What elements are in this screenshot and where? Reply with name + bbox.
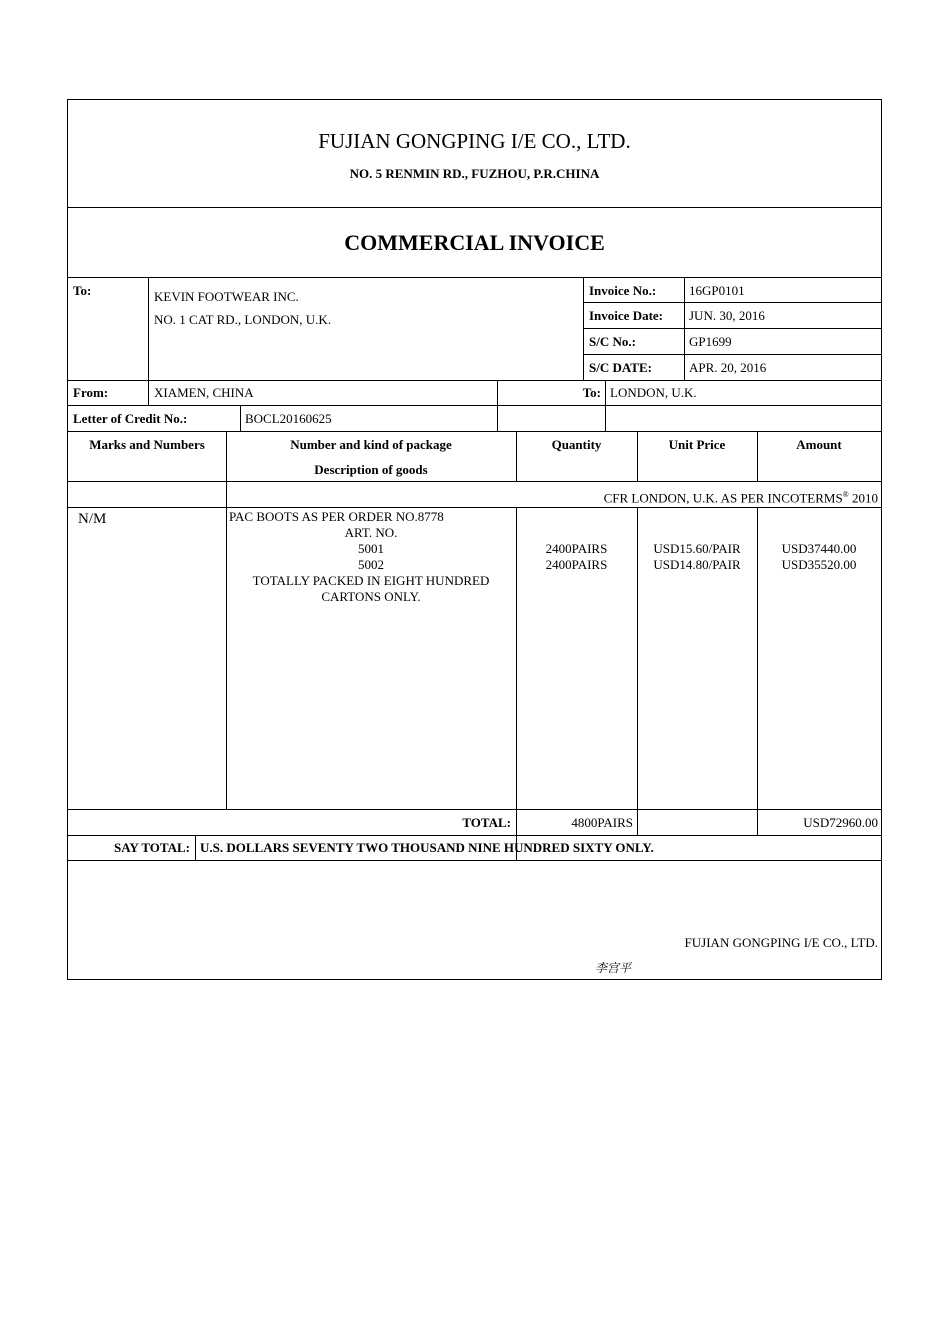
sc-no-value: GP1699 bbox=[689, 334, 732, 349]
col-description-header: Description of goods bbox=[314, 462, 428, 477]
quantity-cell bbox=[516, 541, 637, 573]
item-quantity: 2400PAIRS bbox=[545, 541, 608, 556]
description-line: ART. NO. bbox=[344, 525, 398, 540]
registered-mark: ® bbox=[842, 490, 849, 499]
divider bbox=[584, 354, 881, 355]
sc-no-label: S/C No.: bbox=[589, 334, 636, 349]
shipping-marks: N/M bbox=[78, 511, 107, 527]
unit-price-cell bbox=[637, 541, 757, 573]
description-line: 5001 bbox=[358, 541, 384, 556]
trade-terms bbox=[228, 487, 878, 506]
divider bbox=[68, 507, 881, 508]
item-quantity: 2400PAIRS bbox=[545, 557, 608, 572]
invoice-no-value: 16GP0101 bbox=[689, 283, 745, 298]
col-marks-header: Marks and Numbers bbox=[89, 437, 205, 452]
invoice-no-label: Invoice No.: bbox=[589, 283, 657, 298]
description-line: PAC BOOTS AS PER ORDER NO.8778 bbox=[229, 509, 444, 524]
description-line: CARTONS ONLY. bbox=[321, 589, 421, 604]
invoice-date-value: JUN. 30, 2016 bbox=[689, 308, 765, 323]
lc-label: Letter of Credit No.: bbox=[73, 411, 188, 426]
divider bbox=[148, 277, 149, 405]
total-amount: USD72960.00 bbox=[803, 815, 878, 830]
divider bbox=[605, 380, 606, 431]
divider bbox=[684, 277, 685, 380]
divider bbox=[68, 380, 881, 381]
company-address: NO. 5 RENMIN RD., FUZHOU, P.R.CHINA bbox=[349, 166, 600, 181]
item-unit-price: USD15.60/PAIR bbox=[653, 541, 741, 556]
sc-date-value: APR. 20, 2016 bbox=[689, 360, 767, 375]
col-quantity-header: Quantity bbox=[551, 437, 602, 452]
divider bbox=[68, 405, 881, 406]
description-line: 5002 bbox=[358, 557, 384, 572]
trade-terms-year: 2010 bbox=[848, 490, 878, 506]
from-value: XIAMEN, CHINA bbox=[154, 385, 254, 400]
divider bbox=[68, 277, 881, 278]
buyer-address: NO. 1 CAT RD., LONDON, U.K. bbox=[154, 312, 332, 327]
item-amount: USD37440.00 bbox=[781, 541, 857, 556]
total-quantity: 4800PAIRS bbox=[571, 815, 633, 830]
buyer-name: KEVIN FOOTWEAR INC. bbox=[154, 289, 299, 304]
lc-value: BOCL20160625 bbox=[245, 411, 332, 426]
from-label: From: bbox=[73, 385, 109, 400]
amount-cell bbox=[757, 541, 881, 573]
col-package-header: Number and kind of package bbox=[290, 437, 452, 452]
divider bbox=[68, 481, 881, 482]
divider bbox=[226, 431, 227, 809]
signature: 李宫平 bbox=[595, 961, 632, 975]
commercial-invoice bbox=[67, 99, 882, 980]
item-amount: USD35520.00 bbox=[781, 557, 857, 572]
divider bbox=[68, 835, 881, 836]
buyer-label: To: bbox=[73, 283, 92, 298]
divider bbox=[584, 302, 881, 303]
trade-terms-text: CFR LONDON, U.K. AS PER INCOTERMS bbox=[603, 490, 843, 506]
item-unit-price: USD14.80/PAIR bbox=[653, 557, 741, 572]
divider bbox=[68, 207, 881, 208]
col-amount-header: Amount bbox=[796, 437, 842, 452]
divider bbox=[497, 380, 498, 431]
document-title: COMMERCIAL INVOICE bbox=[344, 230, 605, 255]
divider bbox=[195, 835, 196, 860]
col-unit-price-header: Unit Price bbox=[668, 437, 726, 452]
company-name: FUJIAN GONGPING I/E CO., LTD. bbox=[318, 129, 631, 153]
sc-date-label: S/C DATE: bbox=[589, 360, 652, 375]
goods-description bbox=[229, 509, 513, 605]
say-total-text: U.S. DOLLARS SEVENTY TWO THOUSAND NINE HUNDRED SIXTY ONLY. bbox=[200, 840, 654, 855]
divider bbox=[68, 860, 881, 861]
to-value: LONDON, U.K. bbox=[610, 385, 697, 400]
footer-company: FUJIAN GONGPING I/E CO., LTD. bbox=[684, 935, 878, 950]
invoice-date-label: Invoice Date: bbox=[589, 308, 664, 323]
divider bbox=[584, 328, 881, 329]
total-label: TOTAL: bbox=[462, 815, 511, 830]
divider bbox=[240, 405, 241, 431]
say-total-label: SAY TOTAL: bbox=[114, 840, 190, 855]
to-label: To: bbox=[582, 385, 601, 400]
description-line: TOTALLY PACKED IN EIGHT HUNDRED bbox=[252, 573, 490, 588]
divider bbox=[68, 809, 881, 810]
divider bbox=[68, 431, 881, 432]
divider bbox=[583, 277, 584, 380]
